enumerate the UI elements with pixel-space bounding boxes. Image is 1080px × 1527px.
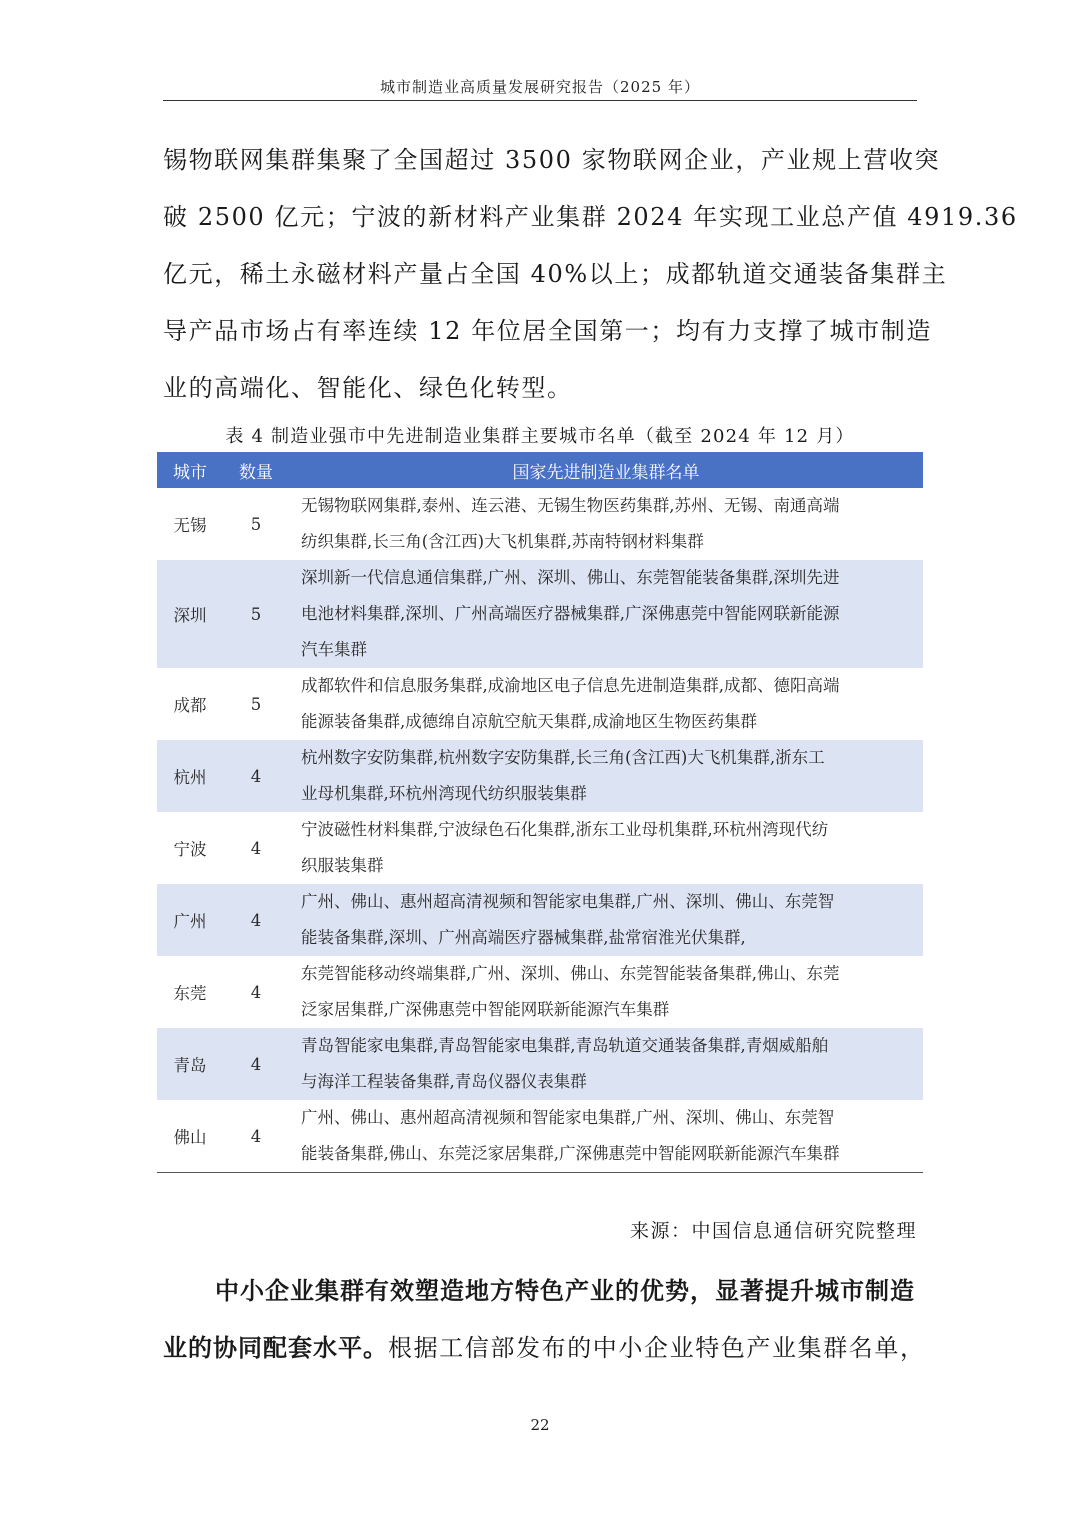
cell-line: 青岛智能家电集群,青岛智能家电集群,青岛轨道交通装备集群,青烟威船舶 (301, 1036, 829, 1055)
city-cell: 深圳 (157, 560, 223, 668)
cell-line: 宁波磁性材料集群,宁波绿色石化集群,浙东工业母机集群,环杭州湾现代纺 (301, 820, 829, 839)
cell-line: 业母机集群,环杭州湾现代纺织服装集群 (301, 784, 587, 803)
city-cell: 无锡 (173, 516, 207, 535)
cluster-list-cell (289, 1100, 923, 1173)
table-row (157, 1100, 923, 1173)
cell-line: 广州、佛山、惠州超高清视频和智能家电集群,广州、深圳、佛山、东莞智 (301, 1108, 835, 1127)
count-cell: 4 (223, 1100, 289, 1173)
table-header-row (157, 452, 923, 488)
count-cell: 4 (223, 1028, 289, 1100)
city-cell: 宁波 (173, 840, 207, 859)
cell-line: 能装备集群,佛山、东莞泛家居集群,广深佛惠莞中智能网联新能源汽车集群 (301, 1144, 840, 1163)
paragraph-line: 亿元，稀土永磁材料产量占全国 40%以上；成都轨道交通装备集群主 (163, 260, 948, 288)
cluster-list-cell (289, 668, 923, 740)
count-cell: 5 (250, 694, 262, 714)
paragraph-text: 根据工信部发布的中小企业特色产业集群名单， (388, 1334, 926, 1362)
cell-line: 成都软件和信息服务集群,成渝地区电子信息先进制造集群,成都、德阳高端 (301, 676, 840, 695)
running-header: 城市制造业高质量发展研究报告（2025 年） (380, 78, 700, 96)
cluster-list-cell (289, 1028, 923, 1100)
header-count: 数量 (223, 452, 289, 488)
paragraph-line: 导产品市场占有率连续 12 年位居全国第一；均有力支撑了城市制造 (163, 317, 932, 345)
cluster-list-cell (289, 488, 923, 560)
cell-line: 电池材料集群,深圳、广州高端医疗器械集群,广深佛惠莞中智能网联新能源 (301, 604, 840, 623)
count-cell: 4 (250, 982, 262, 1002)
cell-line: 能装备集群,深圳、广州高端医疗器械集群,盐常宿淮光伏集群, (301, 928, 746, 947)
table-caption: 表 4 制造业强市中先进制造业集群主要城市名单（截至 2024 年 12 月） (225, 426, 855, 447)
table-row (157, 956, 923, 1028)
paragraph-line: 业的高端化、智能化、绿色化转型。 (163, 374, 573, 402)
cell-line: 汽车集群 (301, 640, 367, 659)
city-cell: 青岛 (157, 1028, 223, 1100)
page-number: 22 (530, 1416, 550, 1434)
city-cell: 东莞 (173, 984, 207, 1003)
table-row (157, 1028, 923, 1100)
count-cell: 4 (223, 740, 289, 812)
city-cell: 成都 (173, 696, 207, 715)
cell-line: 广州、佛山、惠州超高清视频和智能家电集群,广州、深圳、佛山、东莞智 (301, 892, 835, 911)
cluster-list-cell (289, 560, 923, 668)
cluster-table (157, 452, 923, 1173)
cell-line: 泛家居集群,广深佛惠莞中智能网联新能源汽车集群 (301, 1000, 670, 1019)
count-cell: 5 (250, 514, 262, 534)
city-cell: 杭州 (157, 740, 223, 812)
table-row (157, 740, 923, 812)
paragraph-line: 破 2500 亿元；宁波的新材料产业集群 2024 年实现工业总产值 4919.36 (163, 203, 1018, 231)
table-row (157, 488, 923, 560)
cell-line: 织服装集群 (301, 856, 384, 875)
paragraph-line: 锡物联网集群集聚了全国超过 3500 家物联网企业，产业规上营收突 (163, 146, 941, 174)
count-cell: 4 (223, 884, 289, 956)
cell-line: 无锡物联网集群,泰州、连云港、无锡生物医药集群,苏州、无锡、南通高端 (301, 496, 840, 515)
body-paragraph (163, 132, 1018, 417)
bold-topic-sentence-end: 业的协同配套水平。 (163, 1334, 388, 1362)
body-paragraph (163, 1263, 926, 1377)
cell-line: 能源装备集群,成德绵自凉航空航天集群,成渝地区生物医药集群 (301, 712, 757, 731)
table-row (157, 560, 923, 668)
cell-line: 与海洋工程装备集群,青岛仪器仪表集群 (301, 1072, 587, 1091)
cluster-list-cell (289, 812, 923, 884)
cell-line: 深圳新一代信息通信集群,广州、深圳、佛山、东莞智能装备集群,深圳先进 (301, 568, 840, 587)
cell-line: 东莞智能移动终端集群,广州、深圳、佛山、东莞智能装备集群,佛山、东莞 (301, 964, 840, 983)
header-city: 城市 (157, 452, 223, 488)
table-source-note: 来源：中国信息通信研究院整理 (629, 1220, 917, 1242)
cluster-list-cell (289, 956, 923, 1028)
bold-topic-sentence: 中小企业集群有效塑造地方特色产业的优势，显著提升城市制造 (215, 1277, 915, 1305)
header-cluster-list: 国家先进制造业集群名单 (289, 452, 923, 488)
header-rule (163, 100, 917, 101)
count-cell: 4 (250, 838, 262, 858)
city-cell: 广州 (157, 884, 223, 956)
table-row (157, 812, 923, 884)
cluster-list-cell (289, 884, 923, 956)
cluster-list-cell (289, 740, 923, 812)
cell-line: 纺织集群,长三角(含江西)大飞机集群,苏南特钢材料集群 (301, 532, 704, 551)
table-row (157, 668, 923, 740)
count-cell: 5 (223, 560, 289, 668)
city-cell: 佛山 (157, 1100, 223, 1173)
table-row (157, 884, 923, 956)
cell-line: 杭州数字安防集群,杭州数字安防集群,长三角(含江西)大飞机集群,浙东工 (301, 748, 825, 767)
